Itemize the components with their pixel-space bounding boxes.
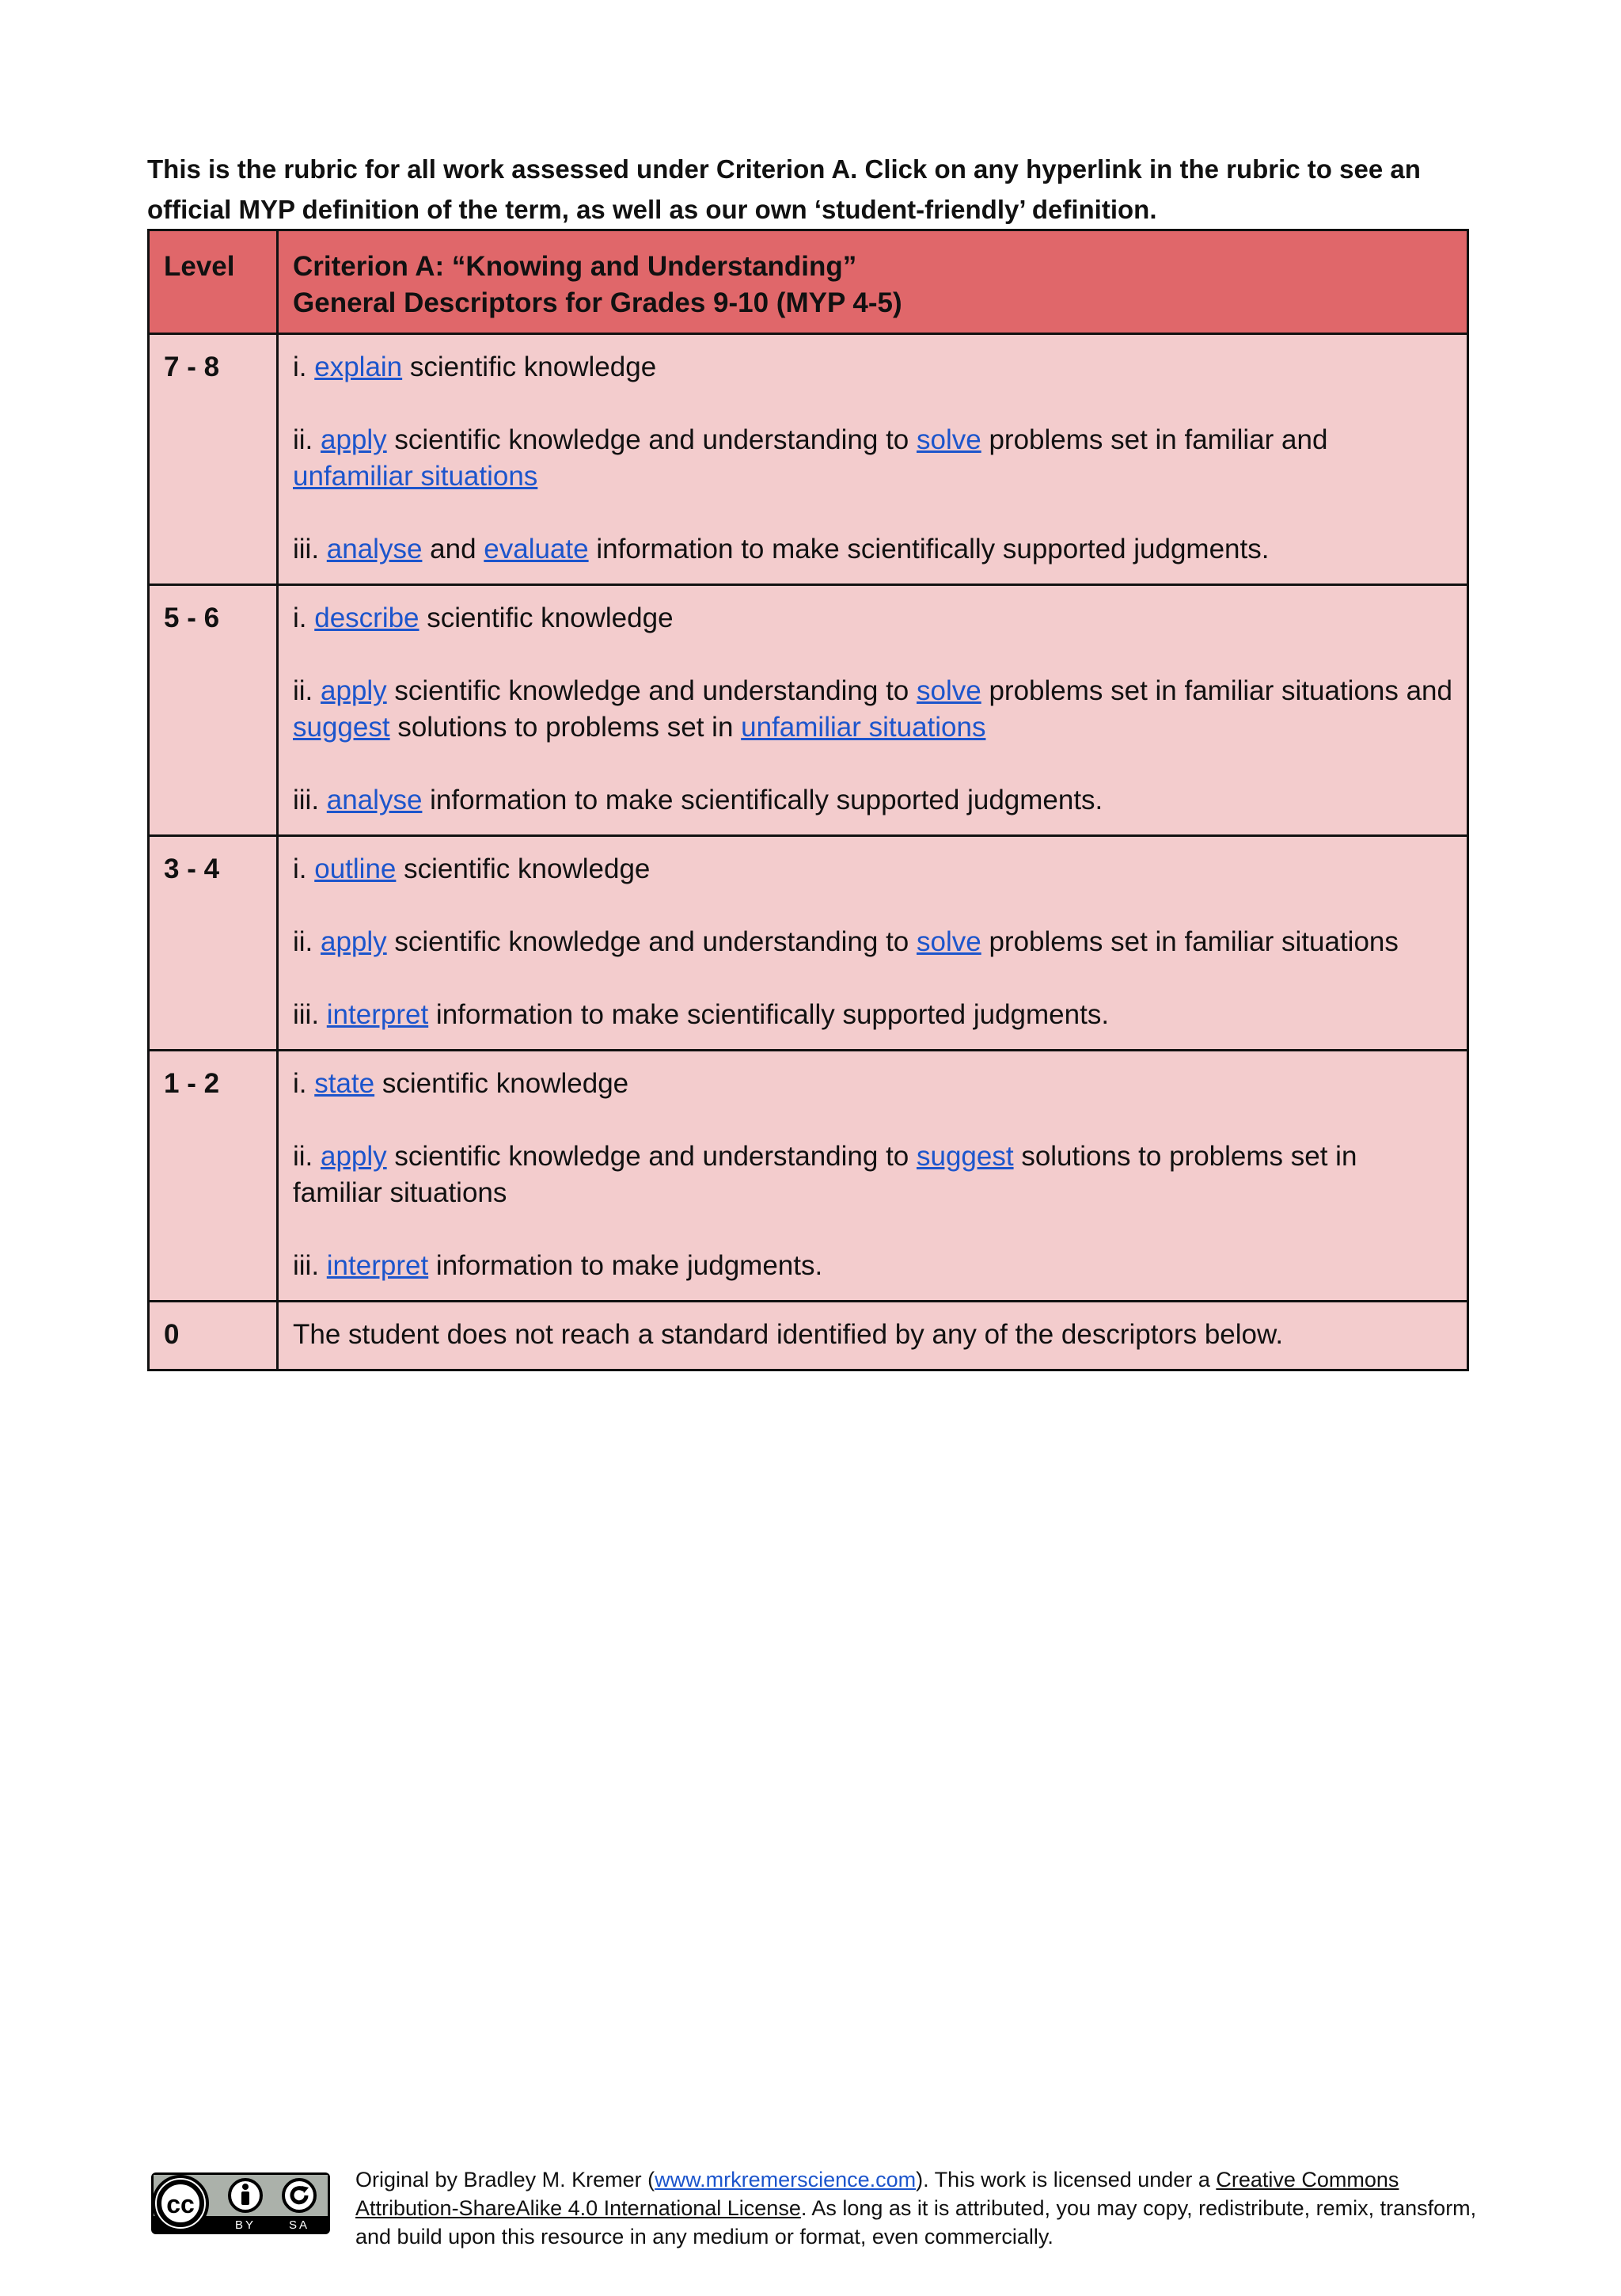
descriptor-text: The student does not reach a standard identified by any of the descriptors below. bbox=[293, 1319, 1284, 1350]
descriptor-iii bbox=[293, 782, 1452, 819]
level-cell: 5 - 6 bbox=[149, 585, 278, 836]
criterion-title: Criterion A: “Knowing and Understanding” bbox=[293, 251, 857, 282]
creative-commons-by-sa-icon[interactable] bbox=[150, 2172, 331, 2235]
descriptor-text: i. bbox=[293, 853, 315, 884]
criterion-a-rubric-table bbox=[147, 229, 1469, 1371]
descriptor-text: information to make scientifically supported judgments. bbox=[588, 534, 1270, 564]
descriptor-text: scientific knowledge and understanding to bbox=[386, 675, 917, 706]
table-row bbox=[149, 334, 1468, 585]
level-cell: 3 - 4 bbox=[149, 836, 278, 1051]
license-text: . As long as it is attributed, you may copy, redistribute, remix, transform, and build upon this resource in any medium or format, even commercially. bbox=[355, 2196, 1477, 2248]
descriptor-text: problems set in familiar situations bbox=[981, 926, 1399, 957]
descriptor-text: ii. bbox=[293, 926, 321, 957]
descriptor-text: i. bbox=[293, 1068, 315, 1099]
term-link-unfamiliar-situations[interactable]: unfamiliar situations bbox=[293, 461, 538, 492]
descriptor-iii bbox=[293, 1248, 1452, 1284]
descriptor-text: scientific knowledge bbox=[402, 352, 657, 382]
term-link-evaluate[interactable]: evaluate bbox=[484, 534, 589, 564]
descriptor-text: scientific knowledge bbox=[374, 1068, 629, 1099]
descriptor-ii bbox=[293, 673, 1452, 746]
descriptor-ii bbox=[293, 924, 1452, 960]
term-link-unfamiliar-situations[interactable]: unfamiliar situations bbox=[741, 712, 986, 743]
descriptor-text: iii. bbox=[293, 1250, 327, 1281]
descriptor-text: and bbox=[422, 534, 484, 564]
term-link-apply[interactable]: apply bbox=[321, 926, 387, 957]
descriptor-cell bbox=[278, 585, 1468, 836]
term-link-explain[interactable]: explain bbox=[314, 352, 403, 382]
descriptor-text: scientific knowledge bbox=[396, 853, 651, 884]
term-link-solve[interactable]: solve bbox=[917, 926, 981, 957]
term-link-interpret[interactable]: interpret bbox=[326, 1250, 429, 1281]
criterion-subtitle: General Descriptors for Grades 9-10 (MYP 4-5) bbox=[293, 287, 902, 318]
table-row bbox=[149, 1302, 1468, 1370]
descriptor-cell bbox=[278, 1051, 1468, 1302]
table-header-row bbox=[149, 230, 1468, 334]
intro-text: This is the rubric for all work assessed under Criterion A. Click on any hyperlink in the rubric to see an official MYP definition of the term, as well as our own ‘student-friendly’ definition. bbox=[147, 154, 1421, 224]
descriptor-text: ii. bbox=[293, 675, 321, 706]
descriptor-text: information to make judgments. bbox=[428, 1250, 823, 1281]
descriptor-text: scientific knowledge and understanding to bbox=[386, 926, 917, 957]
descriptor-cell bbox=[278, 836, 1468, 1051]
descriptor-text: ii. bbox=[293, 424, 321, 455]
term-link-analyse[interactable]: analyse bbox=[326, 785, 423, 815]
descriptor-text: iii. bbox=[293, 785, 327, 815]
website-link[interactable]: www.mrkremerscience.com bbox=[655, 2168, 917, 2191]
term-link-outline[interactable]: outline bbox=[314, 853, 397, 884]
term-link-solve[interactable]: solve bbox=[917, 424, 981, 455]
term-link-describe[interactable]: describe bbox=[314, 603, 419, 633]
descriptor-i bbox=[293, 600, 1452, 637]
license-notice bbox=[355, 2165, 1495, 2251]
by-mark: BY bbox=[234, 2218, 256, 2232]
descriptor-text: solutions to problems set in familiar situations bbox=[293, 1141, 1357, 1208]
descriptor-cell bbox=[278, 1302, 1468, 1370]
level-cell: 1 - 2 bbox=[149, 1051, 278, 1302]
term-link-interpret[interactable]: interpret bbox=[326, 999, 429, 1030]
term-link-analyse[interactable]: analyse bbox=[326, 534, 423, 564]
descriptor-text: i. bbox=[293, 603, 315, 633]
descriptor-text: scientific knowledge bbox=[419, 603, 674, 633]
level-header: Level bbox=[149, 230, 278, 334]
term-link-solve[interactable]: solve bbox=[917, 675, 981, 706]
descriptor-text: problems set in familiar and bbox=[981, 424, 1328, 455]
descriptor-text: scientific knowledge and understanding to bbox=[386, 1141, 917, 1172]
term-link-suggest[interactable]: suggest bbox=[917, 1141, 1014, 1172]
descriptor-text: information to make scientifically supported judgments. bbox=[428, 999, 1110, 1030]
descriptor-text: scientific knowledge and understanding to bbox=[386, 424, 917, 455]
descriptor-text: iii. bbox=[293, 534, 327, 564]
term-link-suggest[interactable]: suggest bbox=[293, 712, 390, 743]
descriptor-ii bbox=[293, 422, 1452, 495]
descriptor-text: solutions to problems set in bbox=[389, 712, 742, 743]
license-text: ). This work is licensed under a bbox=[916, 2168, 1217, 2191]
descriptor-i bbox=[293, 1066, 1452, 1102]
term-link-state[interactable]: state bbox=[314, 1068, 375, 1099]
term-link-apply[interactable]: apply bbox=[321, 675, 387, 706]
descriptor-text: iii. bbox=[293, 999, 327, 1030]
level-cell: 0 bbox=[149, 1302, 278, 1370]
descriptor-text: problems set in familiar situations and bbox=[981, 675, 1452, 706]
descriptor-iii bbox=[293, 997, 1452, 1033]
descriptor-text: information to make scientifically supported judgments. bbox=[422, 785, 1103, 815]
descriptor-i bbox=[293, 349, 1452, 386]
table-row bbox=[149, 836, 1468, 1051]
descriptor-text: i. bbox=[293, 352, 315, 382]
license-link[interactable]: Creative Commons Attribution-ShareAlike 4.0 International License bbox=[355, 2168, 1399, 2220]
table-row bbox=[149, 585, 1468, 836]
term-link-apply[interactable]: apply bbox=[321, 1141, 387, 1172]
cc-mark: cc bbox=[166, 2190, 195, 2218]
descriptor-text: ii. bbox=[293, 1141, 321, 1172]
descriptor-ii bbox=[293, 1138, 1452, 1211]
sa-mark: SA bbox=[288, 2218, 310, 2232]
table-row bbox=[149, 1051, 1468, 1302]
license-text: Original by Bradley M. Kremer ( bbox=[355, 2168, 655, 2191]
descriptor-iii bbox=[293, 531, 1452, 568]
descriptor-cell bbox=[278, 334, 1468, 585]
term-link-apply[interactable]: apply bbox=[321, 424, 387, 455]
criterion-header bbox=[278, 230, 1468, 334]
level-cell: 7 - 8 bbox=[149, 334, 278, 585]
descriptor-i bbox=[293, 851, 1452, 888]
